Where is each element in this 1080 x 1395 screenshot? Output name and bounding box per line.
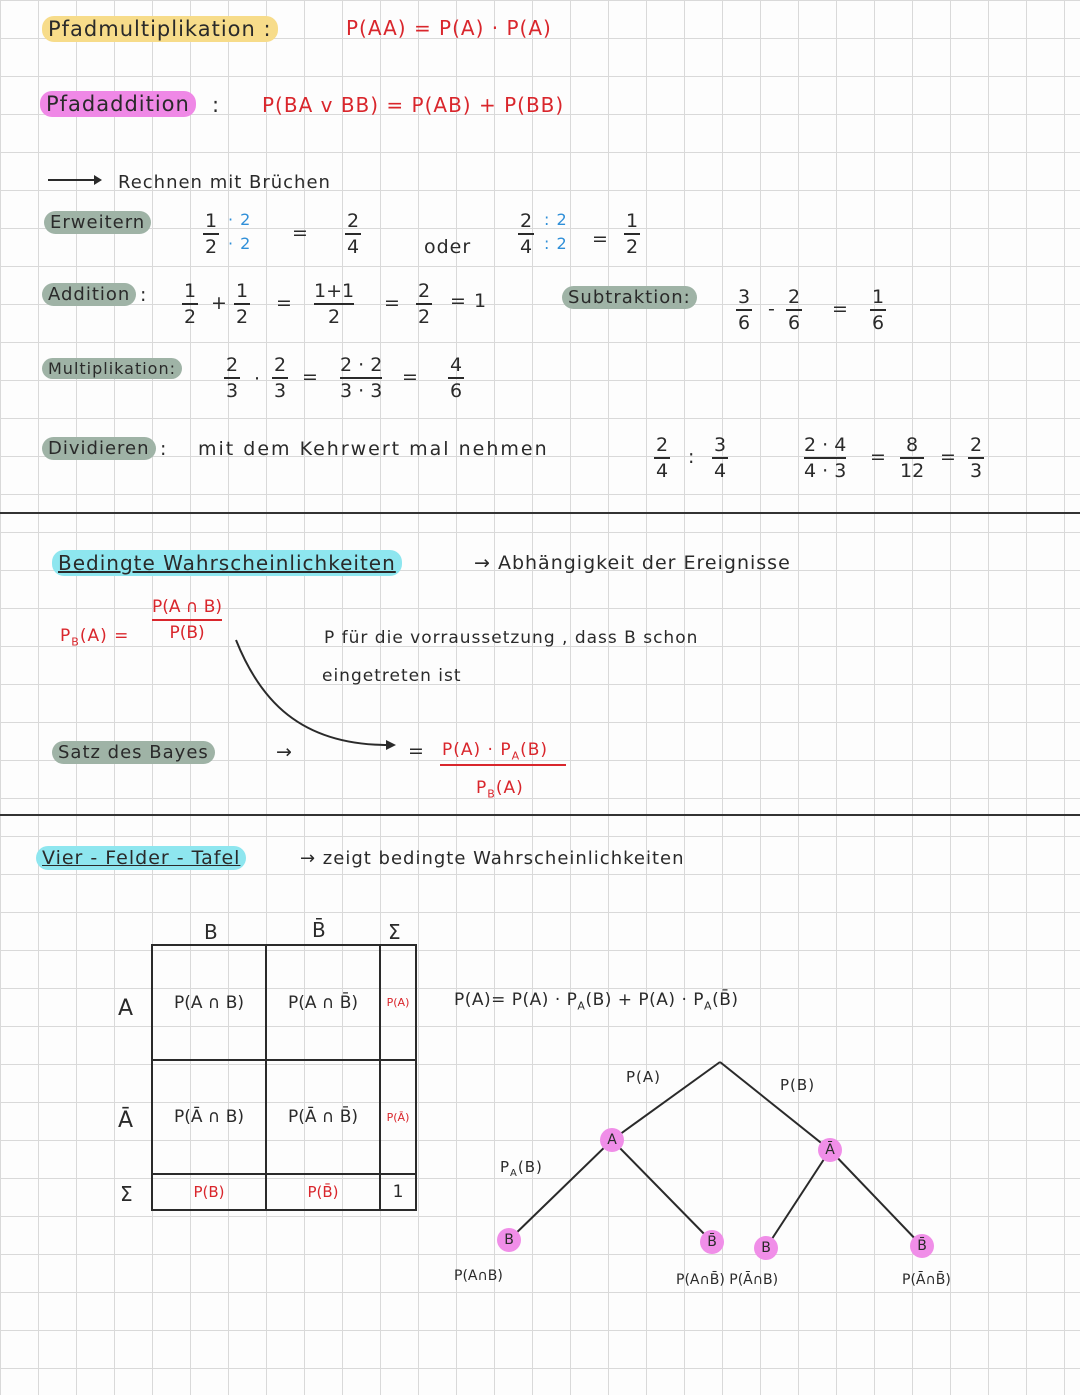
bayes-arrow: → — [276, 741, 293, 763]
section-divider — [0, 512, 1080, 514]
pb-lhs: $P_B(A)$ = — [60, 626, 130, 649]
col-header-sum: Σ — [388, 920, 402, 944]
tree-node-a: A — [600, 1128, 624, 1152]
equals-sign: = — [384, 292, 401, 314]
pfadaddition-formula: P(BA v BB) = P(AB) + P(BB) — [262, 93, 565, 117]
equals-sign: = — [592, 228, 609, 250]
tree-leaf-2-3: P(A∩B̄) P(Ā∩B) — [676, 1272, 779, 1288]
dividieren-fraction-b: 3 4 — [713, 434, 727, 482]
oder-text: oder — [424, 236, 472, 258]
erweitern-fraction-4: 1 2 — [625, 210, 639, 258]
equals-sign: = — [302, 366, 319, 388]
cell-abar-sum: P(Ā) — [386, 1110, 410, 1124]
erweitern-op2-num: : 2 — [544, 210, 568, 229]
dividieren-colon: : — [160, 438, 168, 460]
cell-sum-bbar: P(B̄) — [307, 1183, 339, 1201]
subtraktion-fraction-b: 2 6 — [787, 286, 801, 334]
multiplikation-label: Multiplikation: — [42, 358, 182, 379]
equals-sign: = — [402, 366, 419, 388]
pfadmultiplikation-label: Pfadmultiplikation : — [42, 16, 278, 42]
section-divider — [0, 814, 1080, 816]
equals-sign: = — [832, 298, 849, 320]
addition-fraction-c: 1+1 2 — [314, 280, 355, 328]
cell-a-b: P(A ∩ B) — [173, 992, 245, 1013]
total-probability-formula: $P(A)= P(A) \cdot P_A(B) + P(A)$ · $P_A(B̄)$ — [454, 990, 739, 1013]
addition-fraction-d: 2 2 — [417, 280, 431, 328]
dividieren-fraction-e: 2 3 — [969, 434, 983, 482]
multiplikation-fraction-c: 2 · 2 3 · 3 — [340, 354, 383, 402]
col-header-b: B — [204, 920, 219, 944]
pfadaddition-colon: : — [212, 93, 221, 117]
pfadaddition-label: Pfadaddition — [40, 91, 196, 117]
equals-sign: = — [292, 222, 309, 244]
branch-label-pab: $P_A(B)$ — [500, 1158, 543, 1179]
tree-node-abar: Ā — [818, 1138, 842, 1162]
tree-node-b-1: B — [497, 1228, 521, 1252]
addition-result: = 1 — [450, 290, 488, 312]
multiplikation-fraction-b: 2 3 — [273, 354, 287, 402]
bedingte-label: Bedingte Wahrscheinlichkeiten — [52, 550, 402, 576]
subtraktion-fraction-a: 3 6 — [737, 286, 751, 334]
tree-node-bbar-2: B̄ — [910, 1234, 934, 1258]
erweitern-op2-den: : 2 — [544, 234, 568, 253]
dividieren-fraction-d: 8 12 — [900, 434, 925, 482]
row-header-abar: Ā — [118, 1108, 135, 1133]
equals-sign: = — [276, 292, 293, 314]
vierfelder-label: Vier - Felder - Tafel — [36, 846, 246, 870]
pb-fraction: P(A ∩ B) P(B) — [152, 597, 223, 643]
row-header-a: A — [118, 996, 135, 1021]
cell-sum-b: P(B) — [193, 1183, 225, 1201]
branch-label-pb: P(B) — [780, 1076, 816, 1094]
cell-a-sum: P(A) — [386, 996, 410, 1009]
cell-sum-total: 1 — [392, 1182, 404, 1202]
bayes-numerator: $P(A) \cdot P_A(B)$ — [442, 740, 549, 763]
cell-abar-bbar: P(Ā ∩ B̄) — [287, 1107, 359, 1127]
dot-sign: · — [254, 368, 262, 390]
erweitern-fraction-3: 2 4 — [519, 210, 533, 258]
bayes-label: Satz des Bayes — [52, 741, 215, 764]
bedingte-arrow-text: → Abhängigkeit der Ereignisse — [474, 552, 791, 574]
equals-sign: = — [870, 446, 887, 468]
erweitern-label: Erweitern — [44, 211, 151, 234]
addition-fraction-b: 1 2 — [235, 280, 249, 328]
erweitern-fraction-1: 1 2 — [204, 210, 218, 258]
equals-sign: = — [408, 740, 425, 762]
equals-sign: = — [940, 446, 957, 468]
addition-fraction-a: 1 2 — [183, 280, 197, 328]
bedingte-desc-2: eingetreten ist — [322, 666, 462, 686]
erweitern-fraction-2: 2 4 — [346, 210, 360, 258]
branch-label-pa: P(A) — [626, 1068, 662, 1086]
cell-a-bbar: P(A ∩ B̄) — [287, 992, 359, 1013]
subtraktion-label: Subtraktion: — [562, 286, 697, 309]
tree-leaf-1: P(A∩B) — [454, 1268, 503, 1284]
tree-node-bbar-1: B̄ — [700, 1230, 724, 1254]
bayes-denominator: $P_B(A)$ — [476, 778, 524, 801]
bedingte-desc-1: P für die vorraussetzung , dass B schon — [324, 628, 699, 648]
cell-abar-b: P(Ā ∩ B) — [173, 1107, 245, 1127]
tree-leaf-4: P(Ā∩B̄) — [902, 1272, 951, 1288]
addition-label: Addition — [42, 283, 136, 306]
multiplikation-fraction-a: 2 3 — [225, 354, 239, 402]
dividieren-label: Dividieren — [42, 437, 156, 460]
dividieren-text: mit dem Kehrwert mal nehmen — [198, 438, 549, 460]
dividieren-fraction-a: 2 4 — [655, 434, 669, 482]
vierfelder-arrow-text: → zeigt bedingte Wahrscheinlichkeiten — [300, 848, 685, 869]
plus-sign: + — [211, 292, 228, 314]
tree-node-b-2: B — [754, 1236, 778, 1260]
addition-colon: : — [140, 284, 148, 306]
dividieren-fraction-c: 2 · 4 4 · 3 — [804, 434, 847, 482]
erweitern-op-den: · 2 — [228, 234, 252, 253]
row-header-sum: Σ — [120, 1182, 134, 1206]
col-header-bbar: B̄ — [312, 918, 327, 942]
pfadmultiplikation-formula: P(AA) = P(A) · P(A) — [346, 16, 552, 40]
erweitern-op-num: · 2 — [228, 210, 252, 229]
colon-sign: : — [688, 446, 696, 468]
brueche-heading: Rechnen mit Brüchen — [118, 172, 331, 193]
subtraktion-fraction-c: 1 6 — [871, 286, 885, 334]
minus-sign: - — [768, 298, 776, 320]
multiplikation-fraction-d: 4 6 — [449, 354, 463, 402]
